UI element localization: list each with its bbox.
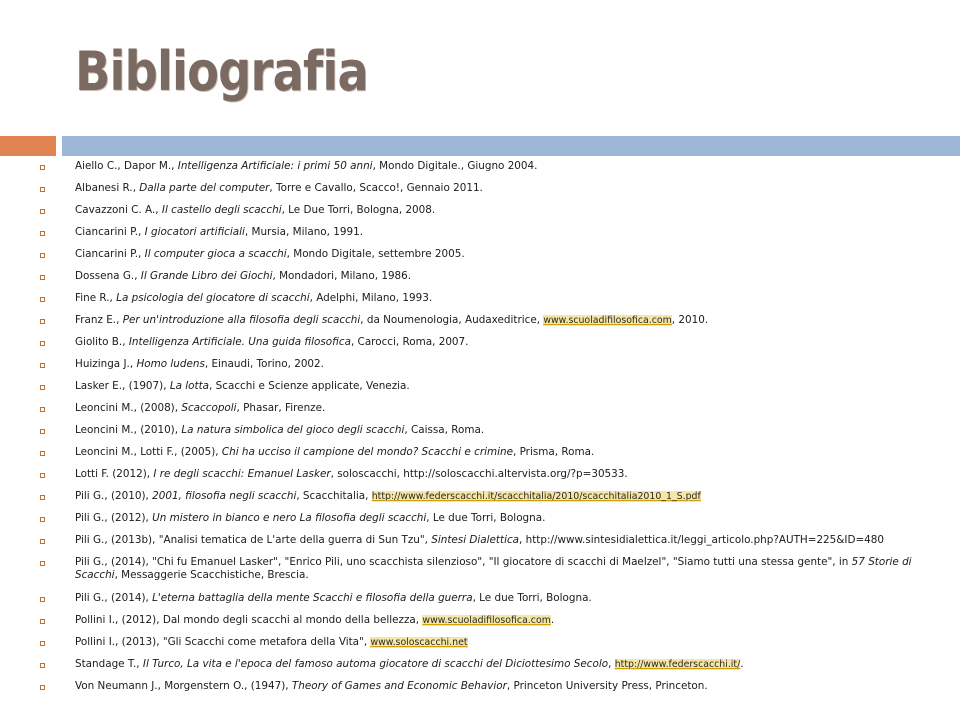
entry-title: I re degli scacchi: Emanuel Lasker xyxy=(153,468,331,480)
entry-title: Intelligenza Artificiale. Una guida filosofica xyxy=(128,336,351,348)
entry-title: Il computer gioca a scacchi xyxy=(144,248,287,260)
hollow-square-bullet-icon xyxy=(40,473,45,478)
entry-title: Il castello degli scacchi xyxy=(161,204,282,216)
entry-publisher: , xyxy=(608,658,615,670)
entry-title: 57 Storie di Scacchi xyxy=(75,556,912,581)
entry-authors: Dossena G., xyxy=(75,270,141,282)
entry-authors: Pili G., (2014), "Chi fu Emanuel Lasker", "Enrico Pili, uno scacchista silenzioso", "Il giocatore di scacchi di Maelzel", "Siamo tutti una stessa gente", in xyxy=(75,556,852,568)
entry-title: La lotta xyxy=(169,380,210,392)
entry-authors: Pili G., (2010), xyxy=(75,490,153,502)
hollow-square-bullet-icon xyxy=(40,319,45,324)
hollow-square-bullet-icon xyxy=(40,685,45,690)
hollow-square-bullet-icon xyxy=(40,451,45,456)
entry-publisher: , Mondo Digitale, settembre 2005. xyxy=(286,248,465,260)
bibliography-entry xyxy=(0,610,960,632)
bibliography-entry xyxy=(0,588,960,610)
hollow-square-bullet-icon xyxy=(40,363,45,368)
hollow-square-bullet-icon xyxy=(40,187,45,192)
entry-link[interactable]: http://www.federscacchi.it/scacchitalia/2010/scacchitalia2010_1_S.pdf xyxy=(371,491,701,502)
entry-publisher: , Torre e Cavallo, Scacco!, Gennaio 2011. xyxy=(269,182,483,194)
entry-link[interactable]: www.scuoladifilosofica.com xyxy=(543,315,672,326)
hollow-square-bullet-icon xyxy=(40,407,45,412)
entry-publisher: , Le due Torri, Bologna. xyxy=(472,592,592,604)
entry-publisher: , Carocci, Roma, 2007. xyxy=(350,336,469,348)
entry-authors: Pili G., (2012), xyxy=(75,512,153,524)
entry-title: Scaccopoli xyxy=(181,402,237,414)
bibliography-entry xyxy=(0,332,960,354)
entry-authors: Giolito B., xyxy=(75,336,129,348)
entry-title: Dalla parte del computer xyxy=(139,182,270,194)
entry-authors: Huizinga J., xyxy=(75,358,137,370)
entry-publisher: , Mursia, Milano, 1991. xyxy=(244,226,364,238)
entry-authors: Ciancarini P., xyxy=(75,226,145,238)
accent-bar-blue xyxy=(62,136,960,156)
bibliography-entry xyxy=(0,442,960,464)
entry-authors: Cavazzoni C. A., xyxy=(75,204,162,216)
entry-authors: Pollini I., (2012), Dal mondo degli scacchi al mondo della bellezza, xyxy=(75,614,423,626)
entry-title: Il Grande Libro dei Giochi xyxy=(140,270,273,282)
bibliography-entry xyxy=(0,632,960,654)
entry-authors: Standage T., xyxy=(75,658,143,670)
entry-publisher: , Adelphi, Milano, 1993. xyxy=(309,292,433,304)
entry-publisher: , Le due Torri, Bologna. xyxy=(426,512,546,524)
bibliography-entry xyxy=(0,222,960,244)
slide-title: Bibliografia xyxy=(75,40,368,103)
entry-title: Chi ha ucciso il campione del mondo? Scacchi e crimine xyxy=(221,446,513,458)
entry-authors: Lasker E., (1907), xyxy=(75,380,170,392)
entry-suffix: , 2010. xyxy=(671,314,709,326)
entry-title: L'eterna battaglia della mente Scacchi e filosofia della guerra xyxy=(152,592,473,604)
entry-authors: Leoncini M., (2008), xyxy=(75,402,182,414)
entry-title: Theory of Games and Economic Behavior xyxy=(291,680,507,692)
entry-title: 2001, filosofia negli scacchi xyxy=(152,490,297,502)
bibliography-entry xyxy=(0,200,960,222)
entry-authors: Pili G., (2013b), "Analisi tematica de L'arte della guerra di Sun Tzu", xyxy=(75,534,432,546)
bibliography-entry xyxy=(0,486,960,508)
bibliography-entry xyxy=(0,156,960,178)
hollow-square-bullet-icon xyxy=(40,539,45,544)
hollow-square-bullet-icon xyxy=(40,641,45,646)
entry-publisher: , Mondadori, Milano, 1986. xyxy=(272,270,412,282)
hollow-square-bullet-icon xyxy=(40,663,45,668)
hollow-square-bullet-icon xyxy=(40,495,45,500)
entry-title: La natura simbolica del gioco degli scacchi xyxy=(181,424,405,436)
entry-link[interactable]: www.scuoladifilosofica.com xyxy=(422,615,551,626)
entry-title: Per un'introduzione alla filosofia degli scacchi xyxy=(122,314,361,326)
entry-authors: Albanesi R., xyxy=(75,182,140,194)
hollow-square-bullet-icon xyxy=(40,385,45,390)
hollow-square-bullet-icon xyxy=(40,209,45,214)
hollow-square-bullet-icon xyxy=(40,231,45,236)
hollow-square-bullet-icon xyxy=(40,275,45,280)
bibliography-entry xyxy=(0,354,960,376)
hollow-square-bullet-icon xyxy=(40,429,45,434)
entry-suffix: . xyxy=(740,658,744,670)
hollow-square-bullet-icon xyxy=(40,517,45,522)
entry-publisher: , da Noumenologia, Audaxeditrice, xyxy=(360,314,544,326)
accent-bar-orange xyxy=(0,136,56,156)
hollow-square-bullet-icon xyxy=(40,165,45,170)
entry-suffix: . xyxy=(550,614,555,626)
entry-title: Homo ludens xyxy=(136,358,205,370)
entry-publisher: , Princeton University Press, Princeton. xyxy=(506,680,708,692)
entry-title: Intelligenza Artificiale: i primi 50 anni xyxy=(177,160,373,172)
bibliography-entry xyxy=(0,398,960,420)
entry-publisher: , Le Due Torri, Bologna, 2008. xyxy=(281,204,436,216)
entry-authors: Fine R., xyxy=(75,292,117,304)
bibliography-entry xyxy=(0,310,960,332)
entry-title: I giocatori artificiali xyxy=(144,226,245,238)
bibliography-entry xyxy=(0,376,960,398)
bibliography-entry xyxy=(0,266,960,288)
entry-publisher: , Scacchi e Scienze applicate, Venezia. xyxy=(209,380,410,392)
hollow-square-bullet-icon xyxy=(40,619,45,624)
bibliography-entry xyxy=(0,464,960,486)
bibliography-entry xyxy=(0,420,960,442)
entry-authors: Pili G., (2014), xyxy=(75,592,153,604)
entry-authors: Lotti F. (2012), xyxy=(75,468,154,480)
bibliography-entry xyxy=(0,178,960,200)
entry-authors: Leoncini M., (2010), xyxy=(75,424,182,436)
entry-publisher: , Messaggerie Scacchistiche, Brescia. xyxy=(114,569,309,581)
entry-publisher: , Mondo Digitale., Giugno 2004. xyxy=(372,160,538,172)
entry-authors: Ciancarini P., xyxy=(75,248,145,260)
entry-authors: Franz E., xyxy=(75,314,123,326)
bibliography-list xyxy=(0,156,960,698)
entry-title: Un mistero in bianco e nero La filosofia degli scacchi xyxy=(152,512,427,524)
entry-title: Il Turco, La vita e l'epoca del famoso automa giocatore di scacchi del Diciottesimo Secolo xyxy=(142,658,609,670)
bibliography-entry xyxy=(0,552,960,588)
entry-publisher: , http://www.sintesidialettica.it/leggi_articolo.php?AUTH=225&ID=480 xyxy=(519,534,884,546)
entry-authors: Aiello C., Dapor M., xyxy=(75,160,178,172)
bibliography-entry xyxy=(0,508,960,530)
entry-publisher: , soloscacchi, http://soloscacchi.altervista.org/?p=30533. xyxy=(330,468,628,480)
hollow-square-bullet-icon xyxy=(40,297,45,302)
entry-publisher: , Prisma, Roma. xyxy=(512,446,595,458)
bibliography-entry xyxy=(0,244,960,266)
entry-authors: Von Neumann J., Morgenstern O., (1947), xyxy=(75,680,292,692)
entry-authors: Pollini I., (2013), "Gli Scacchi come metafora della Vita", xyxy=(75,636,371,648)
hollow-square-bullet-icon xyxy=(40,597,45,602)
hollow-square-bullet-icon xyxy=(40,561,45,566)
entry-publisher: , Scacchitalia, xyxy=(296,490,372,502)
bibliography-entry xyxy=(0,288,960,310)
hollow-square-bullet-icon xyxy=(40,341,45,346)
entry-link[interactable]: http://www.federscacchi.it/ xyxy=(614,659,741,670)
entry-authors: Leoncini M., Lotti F., (2005), xyxy=(75,446,222,458)
entry-title: La psicologia del giocatore di scacchi xyxy=(116,292,310,304)
bibliography-entry xyxy=(0,654,960,676)
bibliography-entry xyxy=(0,676,960,698)
entry-link[interactable]: www.soloscacchi.net xyxy=(370,637,468,648)
entry-publisher: , Phasar, Firenze. xyxy=(236,402,326,414)
entry-title: Sintesi Dialettica xyxy=(431,534,520,546)
entry-publisher: , Caissa, Roma. xyxy=(404,424,485,436)
entry-publisher: , Einaudi, Torino, 2002. xyxy=(204,358,324,370)
bibliography-entry xyxy=(0,530,960,552)
hollow-square-bullet-icon xyxy=(40,253,45,258)
